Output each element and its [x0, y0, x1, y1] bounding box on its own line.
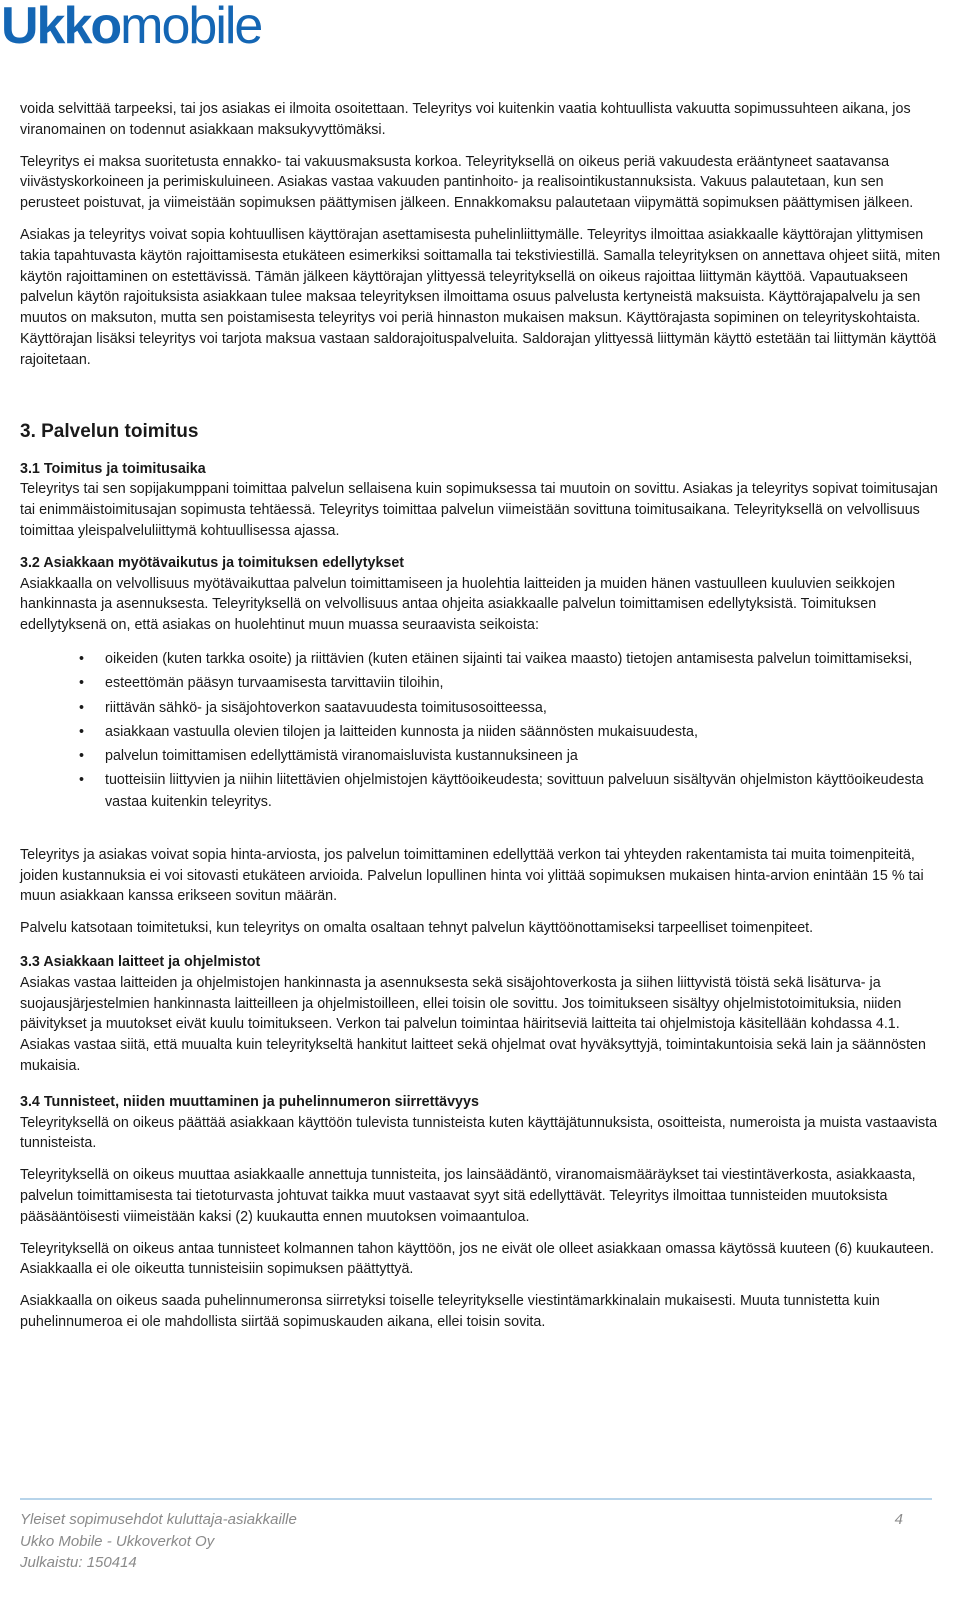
logo-text-mobile: mobile — [120, 0, 262, 55]
subsection-heading-3-4: 3.4 Tunnisteet, niiden muuttaminen ja puhelinnumeron siirrettävyys — [20, 1093, 479, 1110]
paragraph-3-4-changes: Teleyrityksellä on oikeus muuttaa asiakkaalle annettuja tunnisteita, jos lainsäädäntö, viranomaismääräykset tai viestintäverkosta, asiakkaasta, palvelun toimittamisesta tai tietoturvasta johtuvat taikka muut vastaavat syyt sitä edellyttävät. Teleyritys ilmoittaa tunnisteiden muutoksista pääsääntöisesti viimeistään kaksi (2) kuukautta ennen muutoksen voimaantuloa. — [20, 1167, 916, 1225]
paragraph-3-2: Asiakkaalla on velvollisuus myötävaikuttaa palvelun toimittamiseen ja huolehtia laitteiden ja muiden hänen vastuulleen kuuluvien seikkojen hankinnasta ja asennuksesta. Teleyrityksellä on velvollisuus antaa ohjeita asiakkaalle palvelun toimittamisen edellytyksistä. Toimituksen edellytyksenä on, että asiakas on huolehtinut muun muassa seuraavista seikoista: — [20, 575, 896, 634]
document-body — [20, 99, 945, 1344]
footer-company: Ukko Mobile - Ukkoverkot Oy — [20, 1532, 215, 1550]
subsection-heading-3-1: 3.1 Toimitus ja toimitusaika — [20, 460, 206, 477]
list-item: • tuotteisiin liittyvien ja niihin liitettävien ohjelmistojen käyttöoikeudesta; sovittuun palveluun sisältyvän ohjelmiston käyttöoikeudesta vastaa kuitenkin teleyritys. — [105, 770, 945, 813]
list-item: • oikeiden (kuten tarkka osoite) ja riittävien (kuten etäinen sijainti tai vaikea maasto) tietojen antamisesta palvelun toimittamiseksi, — [105, 649, 945, 671]
subsection-heading-3-2: 3.2 Asiakkaan myötävaikutus ja toimituksen edellytykset — [20, 554, 405, 571]
section-heading-3: 3. Palvelun toimitus — [20, 420, 199, 442]
paragraph-3-4-portability: Asiakkaalla on oikeus saada puhelinnumeronsa siirretyksi toiselle teleyritykselle viestintämarkkinalain mukaisesti. Muuta tunnistetta kuin puhelinnumeroa ei ole mahdollista siirtää sopimuskauden aikana, ellei toisin sovita. — [20, 1293, 880, 1330]
bullet-list-delivery-conditions — [20, 649, 945, 814]
list-item: • esteettömän pääsyn turvaamisesta tarvittaviin tiloihin, — [105, 673, 945, 695]
subsection-heading-3-3: 3.3 Asiakkaan laitteet ja ohjelmistot — [20, 954, 261, 971]
footer-published: Julkaistu: 150414 — [20, 1554, 137, 1571]
page-number: 4 — [894, 1511, 903, 1528]
paragraph-continuation: voida selvittää tarpeeksi, tai jos asiakas ei ilmoita osoitettaan. Teleyritys voi kuitenkin vaatia kohtuullista vakuutta sopimussuhteen aikana, jos viranomainen on todennut asiakkaan maksukyvyttömäksi. — [20, 101, 911, 138]
paragraph-3-4-identifiers: Teleyrityksellä on oikeus päättää asiakkaan käyttöön tulevista tunnisteista kuten käyttäjätunnuksista, osoitteista, numeroista ja muista vastaavista tunnisteista. — [20, 1114, 938, 1152]
paragraph-price-estimate: Teleyritys ja asiakas voivat sopia hinta-arviosta, jos palvelun toimittaminen edellyttää verkon tai yhteyden rakentamista tai muita toimenpiteitä, joiden kustannuksia ei voi sitovasti etukäteen arvioida. Palvelun lopullinen hinta voi ylittää sopimuksen mukaisen hinta-arvion enintään 15 % tai muun asiakkaan kanssa erikseen sovitun määrän. — [20, 846, 924, 905]
list-item: • riittävän sähkö- ja sisäjohtoverkon saatavuudesta toimitusosoitteessa, — [105, 698, 945, 720]
paragraph-3-4-reassign: Teleyrityksellä on oikeus antaa tunnisteet kolmannen tahon käyttöön, jos ne eivät ole olleet asiakkaan omassa käytössä kuuteen (6) kuukauteen. Asiakkaalla ei ole oikeutta tunnisteisiin sopimuksen päättyttyä. — [20, 1240, 934, 1278]
paragraph-deposit-interest: Teleyritys ei maksa suoritetusta ennakko- tai vakuusmaksusta korkoa. Teleyrityksellä on oikeus periä vakuudesta erääntyneet saatavansa viivästyskorkoineen ja perimiskuluineen. Asiakas vastaa vakuuden pantinhoito- ja realisointikustannuksista. Vakuus palautetaan, kun sen perusteet poistuvat, ja viimeistään sopimuksen päättymisen jälkeen. Ennakkomaksu palautetaan viipymättä sopimuksen päättymisen jälkeen. — [20, 153, 914, 212]
page-footer — [20, 1509, 903, 1574]
footer-document-title: Yleiset sopimusehdot kuluttaja-asiakkaille — [20, 1511, 297, 1528]
logo-text-ukko: Ukko — [1, 0, 121, 55]
paragraph-3-1: Teleyritys tai sen sopijakumppani toimittaa palvelun sellaisena kuin sopimuksessa tai muutoin on sovittu. Asiakas ja teleyritys sopivat toimitusajan tai enimmäistoimitusajan sopimusta tehtäessä. Teleyritys toimittaa palvelun viimeistään sovittuna toimitusaikana. Teleyrityksellä on velvollisuus toimittaa yleispalveluliittymä kohtuullisessa ajassa. — [20, 481, 938, 539]
paragraph-3-3: Asiakas vastaa laitteiden ja ohjelmistojen hankinnasta ja asennuksesta sekä sisäjohtoverkosta ja siihen liittyvistä töistä sekä lisäturva- ja suojausjärjestelmien hankinnasta laitteilleen ja ohjelmistoilleen, ellei toisin ole sovittu. Jos toimitukseen sisältyy ohjelmistotoimituksia, niiden päivitykset ja muutokset eivät kuulu toimitukseen. Verkon tai palvelun toimintaa häiritseviä laitteita tai ohjelmistoja käsitellään kohdassa 4.1. Asiakas vastaa siitä, että muualta kuin teleyritykseltä hankitut laitteet sekä ohjelmat ovat hyväksyttyjä, toimintakuntoisia sekä lain ja säännösten mukaisia. — [20, 974, 926, 1074]
paragraph-delivered: Palvelu katsotaan toimitetuksi, kun teleyritys on omalta osaltaan tehnyt palvelun käyttöönottamiseksi tarpeelliset toimenpiteet. — [20, 920, 814, 937]
list-item: • asiakkaan vastuulla olevien tilojen ja laitteiden kunnosta ja niiden säännösten mukaisuudesta, — [105, 722, 945, 744]
ukkomobile-logo — [1, 0, 262, 55]
paragraph-usage-limit: Asiakas ja teleyritys voivat sopia kohtuullisen käyttörajan asettamisesta puhelinliittymälle. Teleyritys ilmoittaa asiakkaalle käyttörajan ylittymisen takia tapahtuvasta käytön rajoittamisesta etukäteen esimerkiksi soittamalla tai tekstiviestillä. Samalla teleyrityksen on annettava ohjeet siitä, miten käytön rajoittaminen on estettävissä. Tämän jälkeen käyttörajan ylittyessä teleyrityksellä on oikeus rajoittaa liittymän käyttöä. Vapautuakseen palvelun käytön rajoituksista asiakkaan tulee maksaa teleyrityksen ilmoittama osuus palvelusta kertyneistä maksuista. Käyttörajapalvelu ja sen muutos on maksuton, mutta sen poistamisesta teleyritys voi periä hinnaston mukaisen maksun. Käyttörajasta sopiminen on teleyrityskohtaista. Käyttörajan lisäksi teleyritys voi tarjota maksua vastaan saldorajoituspalveluita. Saldorajan ylittyessä liittymän käyttö estetään tai liittymän käyttöä rajoitetaan. — [20, 226, 941, 368]
list-item: • palvelun toimittamisen edellyttämistä viranomaisluvista kustannuksineen ja — [105, 746, 945, 768]
footer-divider — [20, 1498, 932, 1500]
